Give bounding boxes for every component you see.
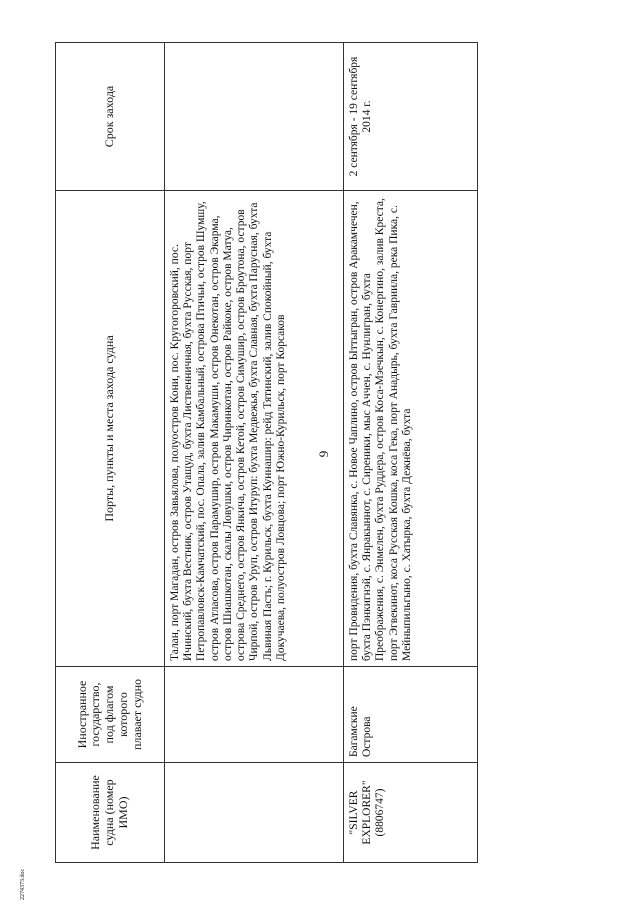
- ports-cell: порт Провидения, бухта Славянка, с. Новое Чаплино, остров Ыттыгран, остров Аракамчечен, бухта Пэнкигнэй, с. Янракыннот, с. Сиреники, мыс Аччен, с. Нунлигран, бухта Преображения, с. Энмелен, бухта Руддера, остров Коса-Мэечкын, с. Конергино, залив Креста, порт Эгвекинот, коса Русская Кошка, коса Гека, порт Анадырь, бухта Гавриила, река Пика, с. Мейныпильгыно, с. Хатырка, бухта Дежнёва, бухта: [344, 191, 478, 667]
- rotated-table-area: [55, 43, 478, 863]
- period-cell: [165, 43, 344, 191]
- vessel-name-cell: [165, 763, 344, 863]
- ports-cell: Талан, порт Магадан, остров Завьялова, полуостров Кони, пос. Кругогоровский, пос. Ичинский, бухта Вестник, остров Утащуд, бухта Лиственничная, бухта Русская, порт Петропавловск-Камчатский, пос. Опала, залив Камбальный, острова Птичьи, остров Шумшу, остров Атласова, остров Парамушир, остров Макамуши, остров Онекотан, остров Экарма, остров Шиашкотан, скалы Ловушки, остров Чиринкотан, остров Райкоке, остров Матуа, острова Среднего, остров Янкича, остров Кетой, остров Симушир, остров Броутона, остров Чирпой, остров Уруп, остров Итуруп: бухта Медвежья, бухта Славная, бухта Парусная, бухта Львиная Пасть; г. Курильск, бухта Куннашир: рейд Тятинский, залив Спокойный, бухта Докучаева, полуостров Ловцова; порт Южно-Курильск, порт Корсаков: [165, 191, 344, 667]
- table-row: [165, 43, 344, 863]
- document-code: 2274373.doc: [20, 868, 26, 900]
- page-number: 9: [316, 450, 331, 458]
- table-row: [344, 43, 478, 863]
- period-cell: 2 сентября - 19 сентября 2014 г.: [344, 43, 478, 191]
- header-period: Срок захода: [56, 43, 165, 191]
- header-flag-state: Иностранное государство, под флагом которого плавает судно: [56, 667, 165, 763]
- flag-state-cell: Багамские Острова: [344, 667, 478, 763]
- header-vessel-name: Наименование судна (номер ИМО): [56, 763, 165, 863]
- header-ports: Порты, пункты и места захода судна: [56, 191, 165, 667]
- flag-state-cell: [165, 667, 344, 763]
- rotated-table-frame: [55, 43, 478, 863]
- table-header-row: [56, 43, 165, 863]
- vessel-ports-table: [55, 42, 478, 863]
- vessel-name-cell: "SILVER EXPLORER" (8806747): [344, 763, 478, 863]
